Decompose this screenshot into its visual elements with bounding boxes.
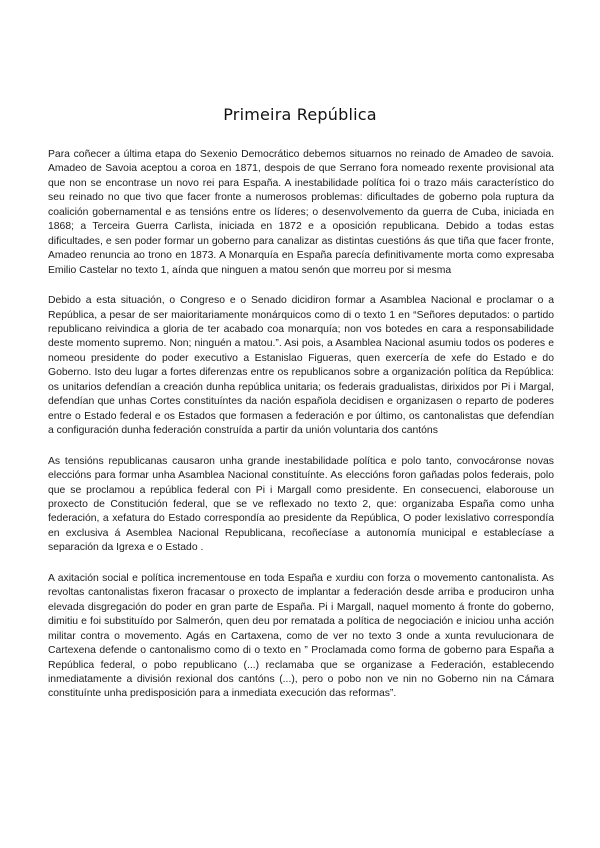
paragraph-1: Para coñecer a última etapa do Sexenio Democrático debemos situarnos no reinado de Amadeo de savoia. Amadeo de Savoia aceptou a coroa en 1871, despois de que Serrano fora nomeado rexente provisional ata que non se encontrase un novo rei para España. A inestabilidade política foi o trazo máis característico do seu reinado no que tivo que facer fronte a numerosos problemas: dificultades de goberno pola ruptura da coalición gobernamental e as tensións entre os líderes; o desenvolvemento da guerra de Cuba, iniciada en 1868; a Terceira Guerra Carlista, iniciada en 1872 e a oposición republicana. Debido a todas estas dificultades, e sen poder formar un goberno para canalizar as distintas cuestións ás que tiña que facer fronte, Amadeo renuncia ao trono en 1873. A Monarquía en España parecía definitivamente morta como expresaba Emilio Castelar no texto 1, aínda que ninguen a matou senón que morreu por si mesma <box>48 149 554 276</box>
paragraph-2: Debido a esta situación, o Congreso e o Senado dicidiron formar a Asamblea Nacional e proclamar o a República, a pesar de ser maioritariamente monárquicos como di o texto 1 en “Señores deputados: o partido republicano reivindica a gloria de ter acabado coa monarquía; non vos botedes en cara a responsabilidade deste momento supremo. Non; ninguén a matou.”. Asi pois, a Asamblea Nacional asumiu todos os poderes e nomeou presidente do poder executivo a Estanislao Figueras, quen exercería de xefe do Estado e do Goberno. Isto deu lugar a fortes diferenzas entre os republicanos sobre a organización política da República: os unitarios defendían a creación dunha república unitaria; os federais gradualistas, dirixidos por Pi i Margal, defendían que unhas Cortes constituíntes da nación española decidisen e organizasen o reparto de poderes entre o Estado federal e os Estados que formasen a federación e por último, os cantonalistas que defendían a configuración dunha federación construída a partir da unión voluntaria dos cantóns <box>48 295 554 437</box>
paragraph-4: A axitación social e política incrementouse en toda España e xurdiu con forza o movemento cantonalista. As revoltas cantonalistas fixeron fracasar o proxecto de implantar a federación desde arriba e produciron unha elevada disgregación do poder en gran parte de España. Pi i Margall, naquel momento á fronte do goberno, dimitiu e foi substituído por Salmerón, quen deu por rematada a política de negociación e iniciou unha acción militar contra o movemento. Agás en Cartaxena, como de ver no texto 3 onde a xunta revulucionara de Cartexena defende o cantonalismo como di o texto en ” Proclamada como forma de goberno para España a República federal, o pobo republicano (...) reclamaba que se organizase a Federación, establecendo inmediatamente a división rexional dos cantóns (...), pero o pobo non ve nin no Goberno nin na Cámara constituínte unha predisposición para a inmediata execución das reformas”. <box>48 572 554 700</box>
paragraph-3: As tensións republicanas causaron unha grande inestabilidade política e polo tanto, convocáronse novas eleccións para formar unha Asamblea Nacional constituínte. As eleccións foron gañadas polos federais, polo que se proclamou a república federal con Pi i Margall como presidente. En consecuenci, elaborouse un proxecto de Constitución federal, que se ve reflexado no texto 2, que: organizaba España como unha federación, a xefatura do Estado correspondía ao presidente da República, O poder lexislativo correspondía en exclusiva á Asemblea Nacional Republicana, recoñecíase a autonomía municipal e establecíase a separación da Igrexa e o Estado . <box>48 455 554 554</box>
document-body <box>48 148 554 718</box>
page-title: Primeira República <box>223 105 377 124</box>
